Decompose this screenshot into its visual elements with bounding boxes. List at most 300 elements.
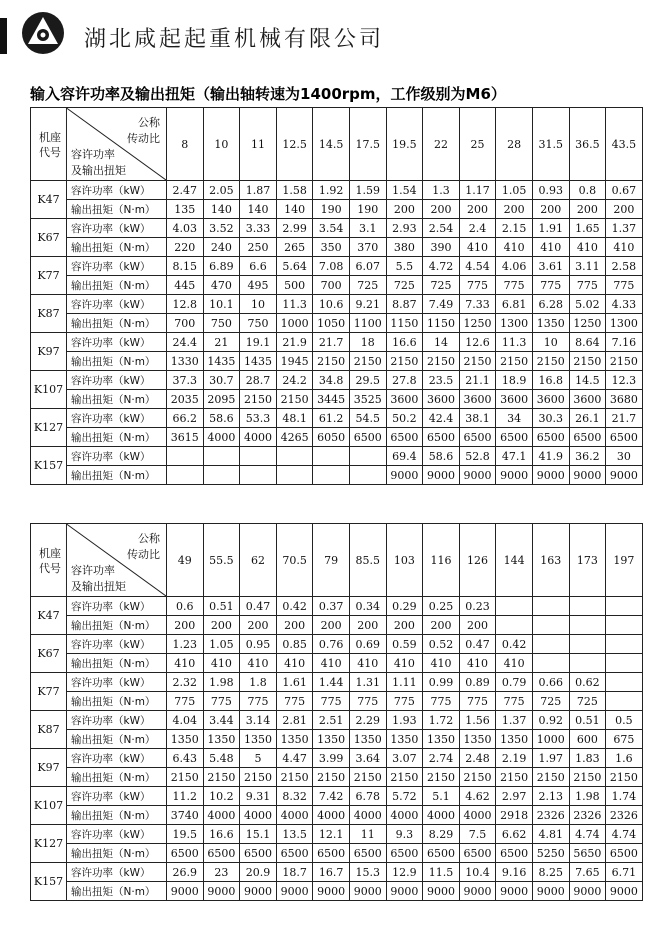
torque-row-label: 输出扭矩（N·m）: [67, 276, 167, 295]
power-value-cell: 5.1: [423, 787, 460, 806]
torque-value-cell: 190: [349, 200, 386, 219]
power-value-cell: 8.15: [167, 257, 204, 276]
power-value-cell: 2.74: [423, 749, 460, 768]
torque-value-cell: 2150: [606, 352, 643, 371]
torque-value-cell: 6500: [606, 428, 643, 447]
power-value-cell: 3.14: [240, 711, 277, 730]
torque-value-cell: [532, 654, 569, 673]
power-value-cell: 1.05: [496, 181, 533, 200]
torque-value-cell: 240: [203, 238, 240, 257]
power-value-cell: 1.37: [496, 711, 533, 730]
power-value-cell: 10.4: [459, 863, 496, 882]
ratio-header-cell: 43.5: [606, 108, 643, 181]
power-value-cell: 0.66: [532, 673, 569, 692]
power-value-cell: 30.7: [203, 371, 240, 390]
torque-value-cell: 200: [386, 200, 423, 219]
torque-value-cell: 410: [459, 654, 496, 673]
power-value-cell: 47.1: [496, 447, 533, 466]
torque-value-cell: 725: [386, 276, 423, 295]
torque-value-cell: 725: [569, 692, 606, 711]
power-value-cell: 5: [240, 749, 277, 768]
torque-value-cell: 725: [349, 276, 386, 295]
torque-value-cell: 700: [167, 314, 204, 333]
torque-value-cell: 6500: [313, 844, 350, 863]
power-value-cell: 37.3: [167, 371, 204, 390]
power-value-cell: 0.47: [459, 635, 496, 654]
torque-value-cell: 410: [167, 654, 204, 673]
torque-value-cell: 200: [606, 200, 643, 219]
power-value-cell: 1.3: [423, 181, 460, 200]
torque-value-cell: 390: [423, 238, 460, 257]
table-row: [31, 882, 643, 901]
table-row: [31, 352, 643, 371]
power-value-cell: 52.8: [459, 447, 496, 466]
spec-table-2: [30, 523, 643, 901]
power-value-cell: 7.42: [313, 787, 350, 806]
power-value-cell: 29.5: [349, 371, 386, 390]
torque-value-cell: 3600: [496, 390, 533, 409]
torque-value-cell: 775: [459, 692, 496, 711]
power-value-cell: 2.47: [167, 181, 204, 200]
torque-value-cell: 1330: [167, 352, 204, 371]
power-value-cell: 1.58: [276, 181, 313, 200]
torque-row-label: 输出扭矩（N·m）: [67, 314, 167, 333]
torque-value-cell: 410: [240, 654, 277, 673]
power-value-cell: 24.2: [276, 371, 313, 390]
torque-value-cell: 2150: [313, 768, 350, 787]
torque-value-cell: 2150: [276, 768, 313, 787]
power-value-cell: 2.05: [203, 181, 240, 200]
power-value-cell: 1.72: [423, 711, 460, 730]
power-value-cell: [240, 447, 277, 466]
power-value-cell: 0.99: [423, 673, 460, 692]
torque-row-label: 输出扭矩（N·m）: [67, 428, 167, 447]
torque-value-cell: 9000: [423, 882, 460, 901]
model-label-line1: 机座: [39, 547, 61, 560]
power-value-cell: 0.51: [569, 711, 606, 730]
power-value-cell: [606, 597, 643, 616]
power-value-cell: 3.99: [313, 749, 350, 768]
torque-value-cell: 250: [240, 238, 277, 257]
power-value-cell: 6.43: [167, 749, 204, 768]
power-value-cell: 7.16: [606, 333, 643, 352]
torque-value-cell: 6500: [276, 844, 313, 863]
torque-row-label: 输出扭矩（N·m）: [67, 844, 167, 863]
table-row: [31, 314, 643, 333]
torque-value-cell: 135: [167, 200, 204, 219]
ratio-label-line1: 公称: [138, 116, 160, 129]
power-value-cell: 21.1: [459, 371, 496, 390]
table-corner-header: [31, 524, 167, 597]
torque-value-cell: 4000: [276, 806, 313, 825]
torque-value-cell: 9000: [349, 882, 386, 901]
torque-value-cell: [606, 692, 643, 711]
power-value-cell: 2.58: [606, 257, 643, 276]
torque-value-cell: 2150: [459, 352, 496, 371]
torque-value-cell: 200: [423, 616, 460, 635]
model-code-cell: K107: [31, 371, 67, 409]
power-value-cell: 4.47: [276, 749, 313, 768]
table-row: [31, 390, 643, 409]
power-value-cell: [606, 635, 643, 654]
torque-value-cell: 1250: [569, 314, 606, 333]
power-value-cell: [532, 597, 569, 616]
power-value-cell: 16.6: [386, 333, 423, 352]
power-value-cell: 6.81: [496, 295, 533, 314]
power-value-cell: 3.52: [203, 219, 240, 238]
power-value-cell: 3.1: [349, 219, 386, 238]
power-value-cell: 13.5: [276, 825, 313, 844]
power-value-cell: 3.64: [349, 749, 386, 768]
torque-value-cell: 2150: [423, 352, 460, 371]
power-value-cell: 27.8: [386, 371, 423, 390]
power-row-label: 容许功率（kW）: [67, 409, 167, 428]
power-value-cell: 11.2: [167, 787, 204, 806]
torque-value-cell: 1100: [349, 314, 386, 333]
torque-value-cell: [203, 466, 240, 485]
header-bar: [0, 18, 7, 54]
power-label-line2: 及输出扭矩: [71, 580, 126, 593]
torque-value-cell: 6500: [496, 428, 533, 447]
power-value-cell: 1.54: [386, 181, 423, 200]
power-value-cell: 36.2: [569, 447, 606, 466]
torque-value-cell: 4000: [203, 806, 240, 825]
torque-value-cell: 9000: [167, 882, 204, 901]
power-label-line1: 容许功率: [71, 148, 115, 161]
torque-row-label: 输出扭矩（N·m）: [67, 616, 167, 635]
power-value-cell: 1.05: [203, 635, 240, 654]
power-value-cell: 0.62: [569, 673, 606, 692]
torque-value-cell: 9000: [569, 882, 606, 901]
torque-value-cell: 9000: [459, 882, 496, 901]
power-value-cell: 16.6: [203, 825, 240, 844]
power-value-cell: 8.64: [569, 333, 606, 352]
torque-row-label: 输出扭矩（N·m）: [67, 238, 167, 257]
power-value-cell: 2.19: [496, 749, 533, 768]
power-value-cell: 2.97: [496, 787, 533, 806]
torque-value-cell: [313, 466, 350, 485]
ratio-header-cell: 197: [606, 524, 643, 597]
ratio-header-cell: 79: [313, 524, 350, 597]
ratio-header-cell: 11: [240, 108, 277, 181]
torque-value-cell: 2150: [532, 352, 569, 371]
power-value-cell: 0.42: [496, 635, 533, 654]
power-row-label: 容许功率（kW）: [67, 749, 167, 768]
power-row-label: 容许功率（kW）: [67, 597, 167, 616]
power-value-cell: 21.7: [606, 409, 643, 428]
torque-value-cell: 3615: [167, 428, 204, 447]
power-value-cell: 3.44: [203, 711, 240, 730]
torque-value-cell: 1945: [276, 352, 313, 371]
ratio-header-cell: 22: [423, 108, 460, 181]
power-value-cell: 6.28: [532, 295, 569, 314]
torque-value-cell: [569, 616, 606, 635]
torque-value-cell: 200: [240, 616, 277, 635]
power-value-cell: 0.6: [167, 597, 204, 616]
power-value-cell: 0.5: [606, 711, 643, 730]
power-value-cell: 8.32: [276, 787, 313, 806]
ratio-header-cell: 70.5: [276, 524, 313, 597]
torque-value-cell: 140: [240, 200, 277, 219]
torque-value-cell: 2150: [167, 768, 204, 787]
power-value-cell: [496, 597, 533, 616]
torque-value-cell: 700: [313, 276, 350, 295]
torque-value-cell: 410: [386, 654, 423, 673]
power-value-cell: 6.89: [203, 257, 240, 276]
torque-value-cell: 675: [606, 730, 643, 749]
torque-value-cell: 6500: [386, 428, 423, 447]
torque-value-cell: 6500: [386, 844, 423, 863]
power-value-cell: 1.65: [569, 219, 606, 238]
table-row: [31, 863, 643, 882]
torque-value-cell: 1350: [532, 314, 569, 333]
power-value-cell: 5.02: [569, 295, 606, 314]
torque-value-cell: 5250: [532, 844, 569, 863]
torque-value-cell: 4265: [276, 428, 313, 447]
torque-value-cell: 775: [167, 692, 204, 711]
torque-value-cell: 750: [240, 314, 277, 333]
table-row: [31, 730, 643, 749]
torque-value-cell: 410: [203, 654, 240, 673]
power-value-cell: 5.48: [203, 749, 240, 768]
power-value-cell: 1.93: [386, 711, 423, 730]
power-value-cell: 6.62: [496, 825, 533, 844]
power-row-label: 容许功率（kW）: [67, 333, 167, 352]
model-code-cell: K107: [31, 787, 67, 825]
table-row: [31, 447, 643, 466]
power-row-label: 容许功率（kW）: [67, 863, 167, 882]
table-row: [31, 844, 643, 863]
power-value-cell: 2.4: [459, 219, 496, 238]
power-value-cell: 10.6: [313, 295, 350, 314]
ratio-header-cell: 17.5: [349, 108, 386, 181]
torque-value-cell: 1350: [313, 730, 350, 749]
table-row: [31, 597, 643, 616]
power-value-cell: 1.17: [459, 181, 496, 200]
table-row: [31, 333, 643, 352]
torque-value-cell: 9000: [532, 882, 569, 901]
power-value-cell: 1.44: [313, 673, 350, 692]
table-corner-header: [31, 108, 167, 181]
torque-value-cell: 775: [496, 692, 533, 711]
torque-value-cell: 470: [203, 276, 240, 295]
power-label-line1: 容许功率: [71, 564, 115, 577]
torque-value-cell: 1350: [459, 730, 496, 749]
power-value-cell: 15.1: [240, 825, 277, 844]
power-value-cell: 1.8: [240, 673, 277, 692]
power-value-cell: 2.48: [459, 749, 496, 768]
power-value-cell: 53.3: [240, 409, 277, 428]
torque-row-label: 输出扭矩（N·m）: [67, 390, 167, 409]
torque-value-cell: 775: [496, 276, 533, 295]
torque-value-cell: 775: [203, 692, 240, 711]
power-value-cell: 10: [532, 333, 569, 352]
power-value-cell: 2.13: [532, 787, 569, 806]
power-value-cell: 11.5: [423, 863, 460, 882]
power-value-cell: 1.37: [606, 219, 643, 238]
table-row: [31, 825, 643, 844]
power-value-cell: 42.4: [423, 409, 460, 428]
power-value-cell: 20.9: [240, 863, 277, 882]
torque-value-cell: 4000: [313, 806, 350, 825]
torque-value-cell: 410: [313, 654, 350, 673]
ratio-header-cell: 10: [203, 108, 240, 181]
torque-value-cell: 3600: [386, 390, 423, 409]
table-row: [31, 768, 643, 787]
power-row-label: 容许功率（kW）: [67, 825, 167, 844]
model-code-cell: K77: [31, 257, 67, 295]
torque-value-cell: 410: [569, 238, 606, 257]
power-value-cell: 9.3: [386, 825, 423, 844]
power-value-cell: 2.81: [276, 711, 313, 730]
power-value-cell: 2.54: [423, 219, 460, 238]
table-row: [31, 409, 643, 428]
model-code-label: [35, 130, 65, 160]
power-value-cell: 2.99: [276, 219, 313, 238]
model-code-cell: K47: [31, 181, 67, 219]
model-code-cell: K47: [31, 597, 67, 635]
table-row: [31, 635, 643, 654]
power-value-cell: [203, 447, 240, 466]
torque-value-cell: 9000: [606, 882, 643, 901]
torque-row-label: 输出扭矩（N·m）: [67, 730, 167, 749]
torque-row-label: 输出扭矩（N·m）: [67, 768, 167, 787]
ratio-header-cell: 85.5: [349, 524, 386, 597]
torque-value-cell: 4000: [459, 806, 496, 825]
torque-value-cell: 6500: [349, 428, 386, 447]
power-value-cell: 9.21: [349, 295, 386, 314]
torque-value-cell: 410: [423, 654, 460, 673]
page-header: [0, 0, 670, 62]
power-value-cell: 66.2: [167, 409, 204, 428]
power-value-cell: 10: [240, 295, 277, 314]
torque-value-cell: 9000: [423, 466, 460, 485]
torque-value-cell: 1350: [167, 730, 204, 749]
torque-value-cell: 9000: [313, 882, 350, 901]
power-value-cell: 1.59: [349, 181, 386, 200]
power-value-cell: 9.16: [496, 863, 533, 882]
power-value-cell: 19.1: [240, 333, 277, 352]
power-value-cell: 0.47: [240, 597, 277, 616]
power-row-label: 容许功率（kW）: [67, 787, 167, 806]
torque-value-cell: 200: [532, 200, 569, 219]
torque-value-cell: 2918: [496, 806, 533, 825]
power-value-cell: [313, 447, 350, 466]
ratio-header-cell: 163: [532, 524, 569, 597]
power-value-cell: 0.79: [496, 673, 533, 692]
table-row: [31, 200, 643, 219]
power-value-cell: 8.29: [423, 825, 460, 844]
model-label-line1: 机座: [39, 131, 61, 144]
torque-value-cell: 1350: [203, 730, 240, 749]
power-value-cell: 1.91: [532, 219, 569, 238]
torque-value-cell: 1000: [276, 314, 313, 333]
torque-value-cell: 410: [606, 238, 643, 257]
power-value-cell: 6.78: [349, 787, 386, 806]
power-value-cell: 0.59: [386, 635, 423, 654]
torque-value-cell: 9000: [386, 466, 423, 485]
power-value-cell: 58.6: [203, 409, 240, 428]
power-value-cell: 21: [203, 333, 240, 352]
torque-value-cell: 775: [386, 692, 423, 711]
torque-value-cell: 220: [167, 238, 204, 257]
torque-value-cell: 410: [496, 654, 533, 673]
table-row: [31, 219, 643, 238]
torque-value-cell: 3600: [569, 390, 606, 409]
power-value-cell: 0.23: [459, 597, 496, 616]
torque-value-cell: 370: [349, 238, 386, 257]
power-value-cell: [532, 635, 569, 654]
power-value-cell: 16.8: [532, 371, 569, 390]
power-value-cell: 54.5: [349, 409, 386, 428]
torque-value-cell: 9000: [203, 882, 240, 901]
table-row: [31, 673, 643, 692]
power-value-cell: 5.64: [276, 257, 313, 276]
torque-value-cell: 9000: [496, 466, 533, 485]
ratio-header-cell: 28: [496, 108, 533, 181]
torque-value-cell: 6500: [349, 844, 386, 863]
ratio-header-cell: 173: [569, 524, 606, 597]
torque-value-cell: 6500: [203, 844, 240, 863]
torque-value-cell: 2150: [423, 768, 460, 787]
model-code-cell: K97: [31, 333, 67, 371]
power-value-cell: 6.6: [240, 257, 277, 276]
power-value-cell: [569, 597, 606, 616]
torque-value-cell: 2150: [240, 390, 277, 409]
torque-value-cell: 1050: [313, 314, 350, 333]
power-row-label: 容许功率（kW）: [67, 673, 167, 692]
power-value-cell: 10.2: [203, 787, 240, 806]
torque-value-cell: 3680: [606, 390, 643, 409]
model-label-line2: 代号: [39, 146, 61, 159]
torque-value-cell: 1300: [606, 314, 643, 333]
torque-value-cell: 6500: [240, 844, 277, 863]
torque-value-cell: 6500: [569, 428, 606, 447]
torque-value-cell: [349, 466, 386, 485]
table-row: [31, 466, 643, 485]
torque-value-cell: [276, 466, 313, 485]
torque-value-cell: 1350: [386, 730, 423, 749]
torque-value-cell: 775: [240, 692, 277, 711]
power-value-cell: 4.03: [167, 219, 204, 238]
table-row: [31, 749, 643, 768]
model-code-label: [35, 546, 65, 576]
table-row: [31, 371, 643, 390]
torque-value-cell: [606, 654, 643, 673]
torque-row-label: 输出扭矩（N·m）: [67, 200, 167, 219]
torque-value-cell: 9000: [532, 466, 569, 485]
power-value-cell: 4.04: [167, 711, 204, 730]
power-value-cell: 18.7: [276, 863, 313, 882]
power-value-cell: 10.1: [203, 295, 240, 314]
power-value-cell: 0.92: [532, 711, 569, 730]
spec-table-1: [30, 107, 643, 485]
torque-value-cell: 6500: [532, 428, 569, 447]
power-value-cell: 11.3: [276, 295, 313, 314]
torque-value-cell: 200: [569, 200, 606, 219]
torque-value-cell: 380: [386, 238, 423, 257]
torque-value-cell: 2150: [606, 768, 643, 787]
ratio-label-line2: 传动比: [127, 132, 160, 145]
torque-value-cell: 140: [203, 200, 240, 219]
power-value-cell: 1.11: [386, 673, 423, 692]
torque-value-cell: [496, 616, 533, 635]
power-value-cell: [276, 447, 313, 466]
power-value-cell: [569, 635, 606, 654]
power-value-cell: 1.6: [606, 749, 643, 768]
power-value-cell: 69.4: [386, 447, 423, 466]
model-code-cell: K77: [31, 673, 67, 711]
